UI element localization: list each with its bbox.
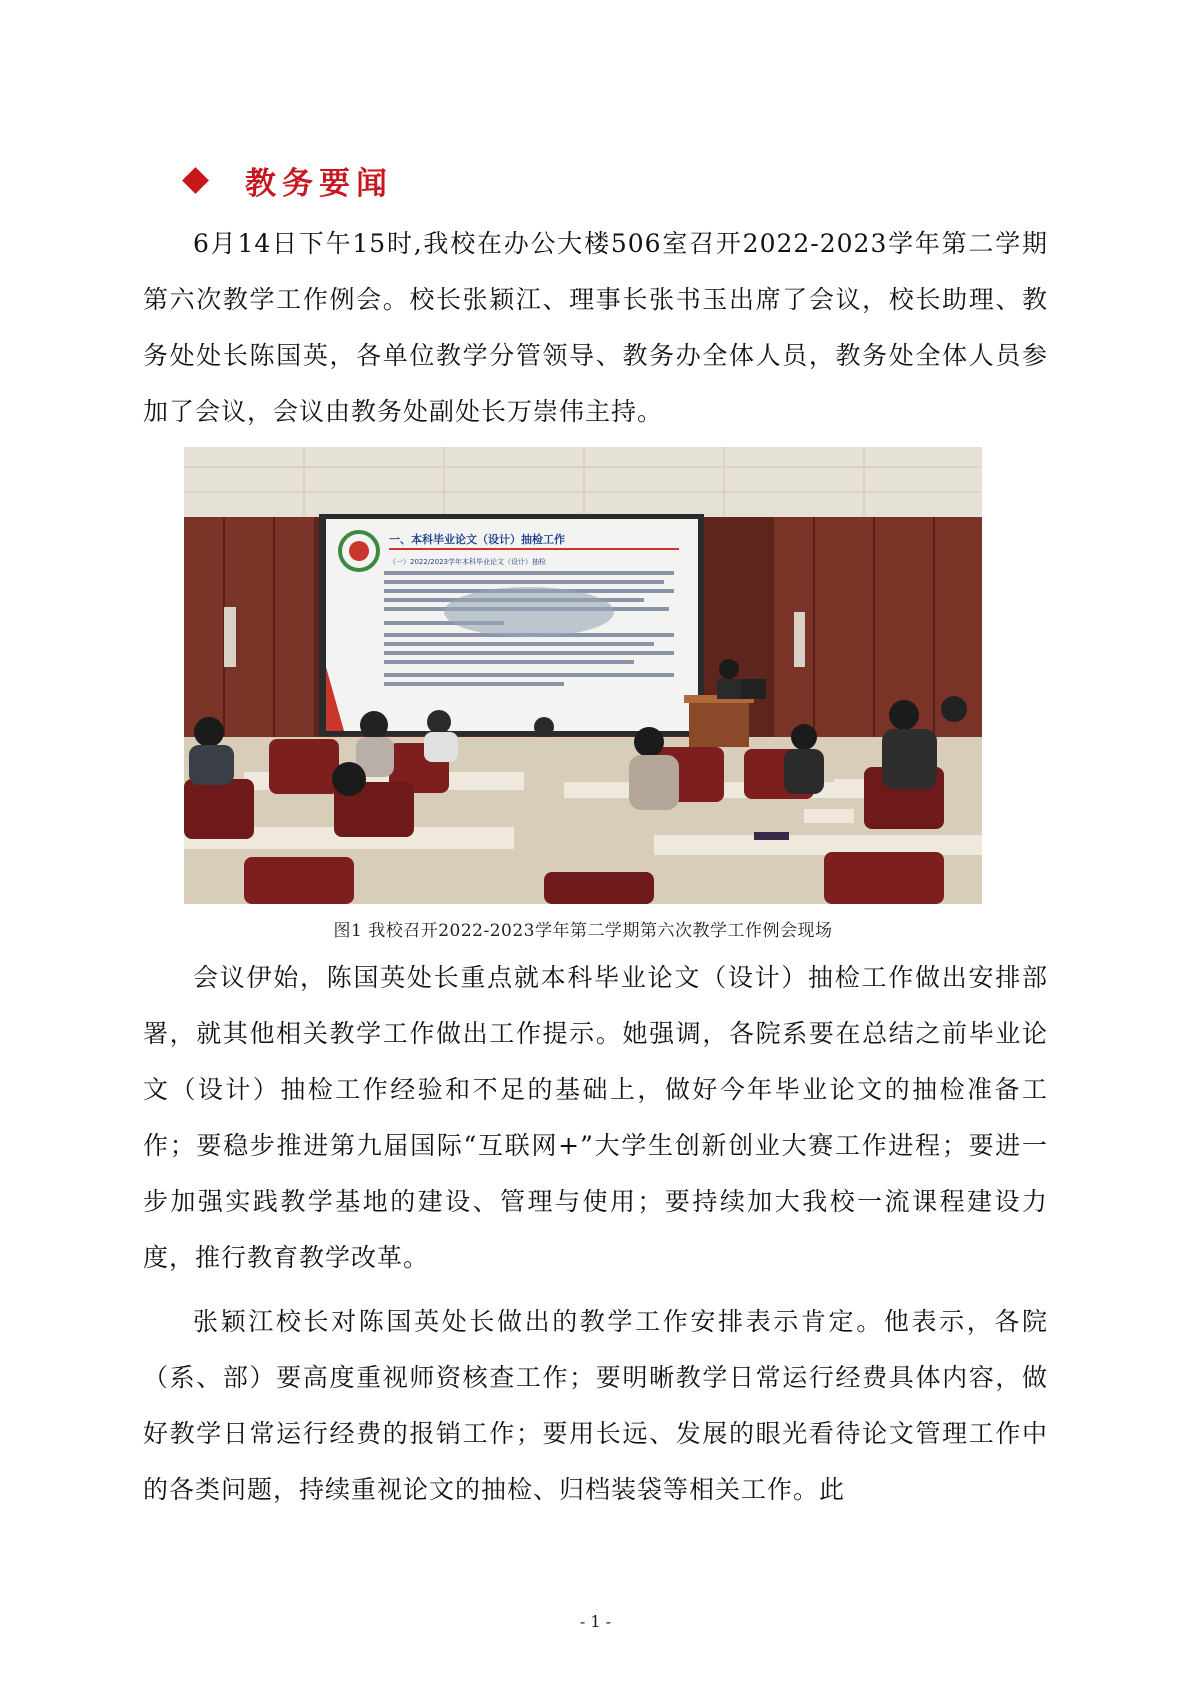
paragraph-chen-speech: 会议伊始，陈国英处长重点就本科毕业论文（设计）抽检工作做出安排部署，就其他相关教学工作做出工作提示。她强调，各院系要在总结之前毕业论文（设计）抽检工作经验和不足的基础上，做好今年毕业论文的抽检准备工作；要稳步推进第九届国际“互联网+”大学生创新创业大赛工作进程；要进一步加强实践教学基地的建设、管理与使用；要持续加大我校一流课程建设力度，推行教育教学改革。 — [143, 963, 1048, 1272]
section-heading — [180, 150, 393, 210]
section-title: 教务要闻 — [245, 165, 393, 202]
paragraph-intro: 6月14日下午15时,我校在办公大楼506室召开2022-2023学年第二学期第六次教学工作例会。校长张颖江、理事长张书玉出席了会议，校长助理、教务处处长陈国英，各单位教学分管领导、教务办全体人员，教务处全体人员参加了会议，会议由教务处副处长万崇伟主持。 — [143, 229, 1048, 426]
slide-subtitle: （一）2022/2023学年本科毕业论文（设计）抽检 — [389, 558, 546, 566]
red-diamond-bullet-icon — [182, 167, 209, 194]
figure-caption: 图1 我校召开2022-2023学年第二学期第六次教学工作例会现场 — [333, 921, 833, 941]
meeting-photo — [184, 447, 982, 904]
page-number: - 1 - — [579, 1612, 612, 1631]
paragraph-zhang-speech: 张颖江校长对陈国英处长做出的教学工作安排表示肯定。他表示，各院（系、部）要高度重视师资核查工作；要明晰教学日常运行经费具体内容，做好教学日常运行经费的报销工作；要用长远、发展的眼光看待论文管理工作中的各类问题，持续重视论文的抽检、归档装袋等相关工作。此 — [143, 1307, 1048, 1504]
slide-title: 一、本科毕业论文（设计）抽检工作 — [389, 533, 565, 546]
